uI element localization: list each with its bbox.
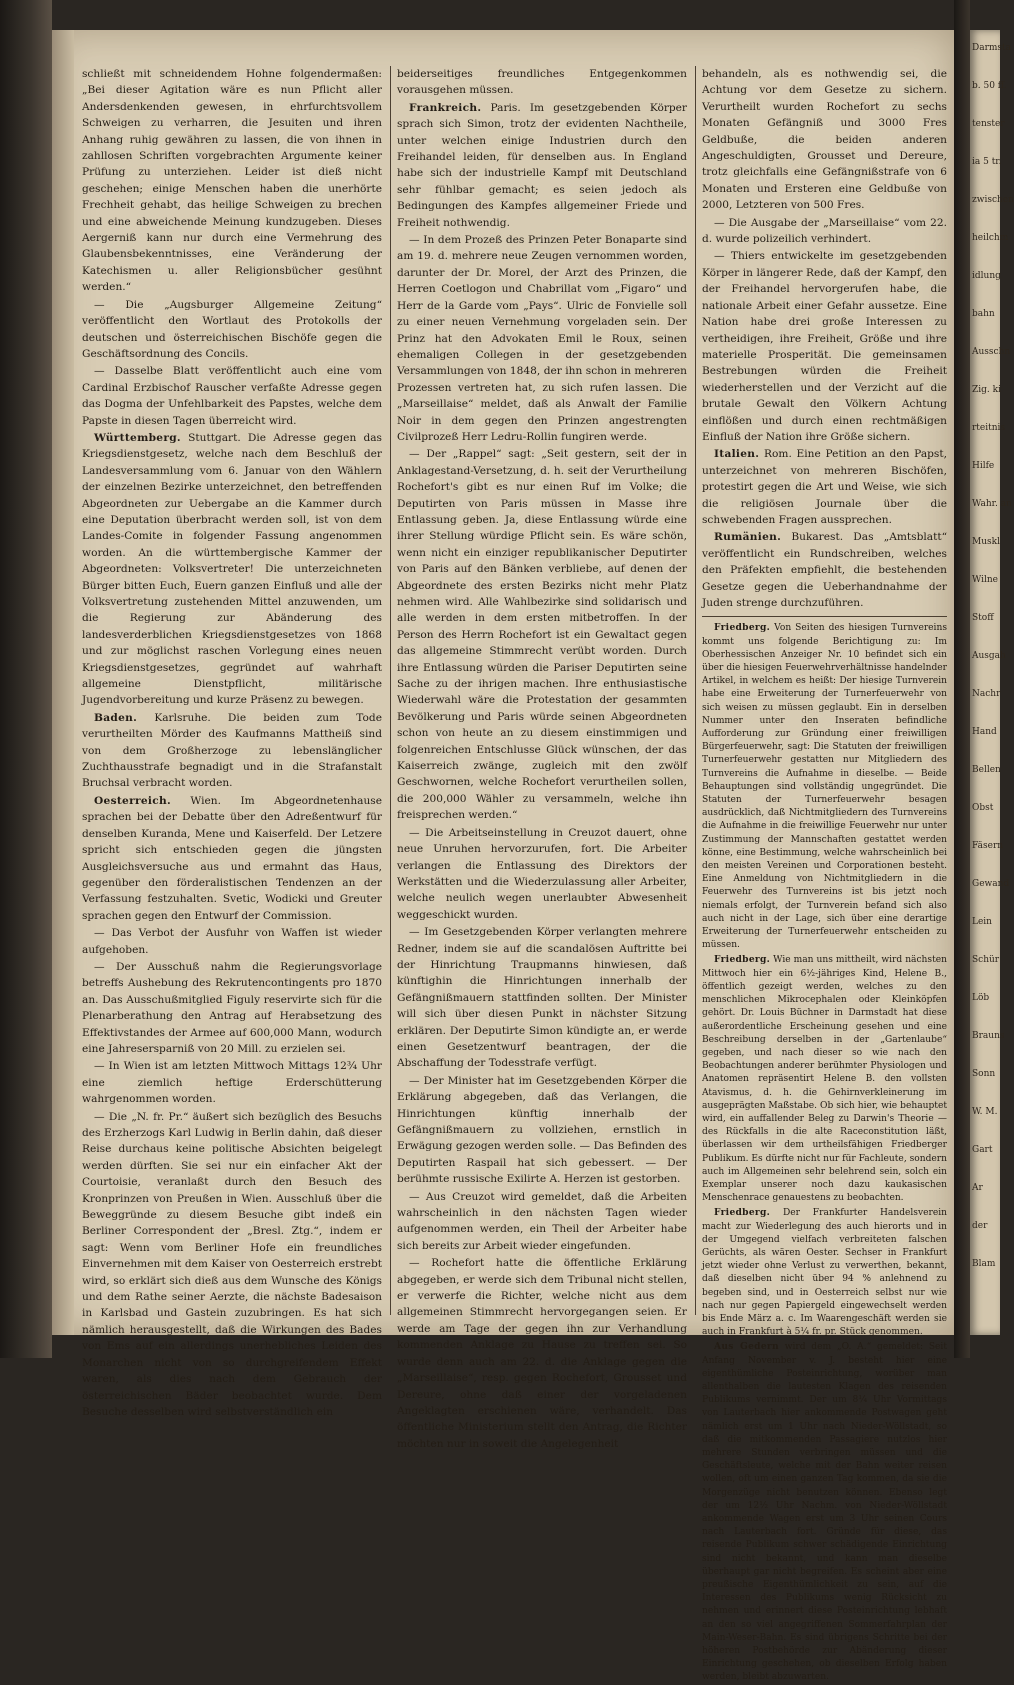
- column-3: [702, 66, 948, 1683]
- article-paragraph: [82, 793, 382, 924]
- section-heading: Aus Gedern: [714, 1341, 779, 1353]
- article-paragraph: [82, 430, 382, 709]
- adjacent-page-fragment: Zig. ki: [972, 385, 1001, 395]
- adjacent-page-fragment: Schür: [972, 955, 1000, 965]
- column-rule: [695, 66, 696, 1315]
- adjacent-page-fragment: Sonn: [972, 1069, 996, 1079]
- column-1: [82, 66, 382, 1418]
- article-paragraph: — In dem Prozeß des Prinzen Peter Bonaparte sind am 19. d. mehrere neue Zeugen vernommen worden, darunter der Dr. Morel, der Arzt des Prinzen, die Herren Coetlogon und Chabrillat vom „Figaro“ und Herr de la Garde vom „Pays“. Ulric de Fonvielle soll zu einer neuen Vernehmung vorgeladen sein. Der Prinz hat den Advokaten Emil le Roux, seinen ehemaligen Collegen in der gesetzgebenden Versammlungen von 1848, der ihn schon in mehreren Prozessen vertreten hat, zu sich rufen lassen. Die „Marseillaise“ meldet, daß als Anwalt der Familie Noir in dem gegen den Prinzen angestrengten Civilprozeß Herr Ledru-Rollin fungiren werde.: [397, 234, 687, 443]
- article-paragraph: — Im Gesetzgebenden Körper verlangten mehrere Redner, indem sie auf die scandalösen Auftritte bei der Hinrichtung Traupmanns hinwiesen, daß künftighin die Hinrichtungen innerhalb der Gefängnißmauern stattfinden sollten. Der Minister will sich über diesen Punkt in nächster Sitzung erklären. Der Deputirte Simon kündigte an, er werde einen Gesetzentwurf beantragen, der die Abschaffung der Todesstrafe verfügt.: [397, 926, 687, 1070]
- adjacent-page-fragment: Gewand: [972, 879, 1010, 889]
- article-paragraph: [397, 100, 687, 231]
- local-news-paragraph: [702, 1340, 947, 1684]
- article-text: Stuttgart. Die Adresse gegen das Kriegsdienstgesetz, welche nach dem Beschluß der Landesversammlung vom 6. Januar von den Wählern der einzelnen Bezirke unterzeichnet, den betreffenden Abgeordneten zur Uebergabe an die Kammer durch eine Deputation überbracht werden soll, ist von dem Landes-Comite in folgender Fassung angenommen worden. An die württembergische Kammer der Abgeordneten: Volksvertreter! Die unterzeichneten Bürger bitten Euch, Euern ganzen Einfluß und alle der Volksvertretung zustehenden Mittel anzuwenden, um die Regierung zur Abänderung des landesverderblichen Kriegsdienstgesetzes von 1868 und zur möglichst raschen Vorlegung eines neuen Kriegsdienstgesetzes, gegründet auf wahrhaft allgemeine Dienstpflicht, militärische Jugendvorbereitung und kurze Präsenz zu bewegen.: [82, 431, 382, 707]
- adjacent-page-fragment: tenster: [972, 119, 1005, 129]
- adjacent-page-strip: [970, 30, 1014, 1335]
- column-rule: [390, 66, 391, 1315]
- article-text: Karlsruhe. Die beiden zum Tode verurtheilten Mörder des Kaufmanns Mattheiß sind von dem Großherzoge zu lebenslänglicher Zuchthausstrafe begnadigt und in die Strafanstalt Bruchsal verbracht worden.: [82, 711, 382, 790]
- adjacent-page-fragment: Ausgah: [972, 651, 1006, 661]
- column-2: [397, 66, 687, 1450]
- section-heading: Friedberg.: [714, 622, 771, 634]
- section-heading: Frankreich.: [409, 101, 482, 114]
- adjacent-page-fragment: b. 50 ff.: [972, 81, 1007, 91]
- section-heading: Oesterreich.: [94, 794, 171, 807]
- adjacent-page-fragment: rteitnis: [972, 423, 1006, 433]
- article-paragraph: schließt mit schneidendem Hohne folgendermaßen: „Bei dieser Agitation wäre es nun Pflicht aller Andersdenkenden gewesen, in ehrfurchtsvollem Schweigen zu verharren, die Jesuiten und ihren Anhang ruhig gewähren zu lassen, die von ihnen in zahllosen Schriften vorgebrachten Argumente keiner Prüfung zu unterziehen. Leider ist dieß nicht geschehen; einige Menschen haben die unerhörte Frechheit gehabt, das heilige Schweigen zu brechen und eine abweichende Meinung kundzugeben. Dieses Aergerniß kann nur durch eine Vermehrung des Glaubensbekenntnisses, eine Veränderung der Katechismen u. aller Religionsbücher gesühnt werden.“: [82, 68, 382, 294]
- adjacent-page-fragment: Hilfe: [972, 461, 995, 471]
- section-heading: Württemberg.: [94, 431, 181, 444]
- adjacent-page-fragment: der: [972, 1221, 988, 1231]
- adjacent-page-fragment: Hand: [972, 727, 997, 737]
- adjacent-page-fragment: Ar: [972, 1183, 983, 1193]
- article-paragraph: — Dasselbe Blatt veröffentlicht auch eine vom Cardinal Erzbischof Rauscher verfaßte Adresse gegen das Dogma der Unfehlbarkeit des Papstes, welche dem Papste in diesen Tagen überreicht wird.: [82, 365, 382, 427]
- article-paragraph: — Die Arbeitseinstellung in Creuzot dauert, ohne neue Unruhen hervorzurufen, fort. Die Arbeiter verlangen die Entlassung des Direktors der Werkstätten und die Wiederzulassung aller Arbeiter, welche neulich wegen unerlaubter Abwesenheit weggeschickt wurden.: [397, 826, 687, 921]
- article-paragraph: behandeln, als es nothwendig sei, die Achtung vor dem Gesetze zu sichern. Verurtheilt wurden Rochefort zu sechs Monaten Gefängniß und 3000 Fres Geldbuße, die beiden anderen Angeschuldigten, Grousset und Dereure, trotz gleichfalls eine Gefängnißstrafe von 6 Monaten und Ersteren eine Geldbuße von 2000, Letzteren von 500 Fres.: [702, 68, 947, 212]
- section-heading: Friedberg.: [714, 954, 771, 966]
- adjacent-page-fragment: Fäsern: [972, 841, 1004, 851]
- local-news-paragraph: [702, 953, 947, 1205]
- scan-background-left: [0, 0, 52, 1358]
- adjacent-page-fragment: idlung: [972, 271, 1001, 281]
- article-text: Wie man uns mittheilt, wird nächsten Mittwoch hier ein 6½-jähriges Kind, Helene B., öffentlich gezeigt werden, welches zu den menschlichen Mikrocephalen oder Kleinköpfen gehört. Dr. Louis Büchner in Darmstadt hat diese außerordentliche Erscheinung gesehen und eine Beschreibung derselben in der „Gartenlaube“ gegeben, und nach dieser so wie nach den Beobachtungen anderer berühmter Physiologen und Anatomen repräsentirt Helene B. den vollsten Atavismus, d. h. die Gehirnverkleinerung im ausgeprägten Maßstabe. Ob sich hier, wie behauptet wird, ein auffallender Beleg zu Darwin's Theorie — des Rückfalls in die alte Raceconstitution läßt, überlassen wir dem urtheilsfähigen Friedberger Publikum. Es dürfte nicht nur für Fachleute, sondern auch im Allgemeinen sehr belehrend sein, solch ein Exemplar unserer noch dazu kaukasischen Menschenrace genauestens zu beobachten.: [702, 955, 948, 1204]
- section-heading: Rumänien.: [714, 531, 782, 544]
- article-text: Bukarest. Das „Amtsblatt“ veröffentlicht ein Rundschreiben, welches den Präfekten empfiehlt, die bestehenden Gesetze gegen die Ueberhandnahme der Juden strenge durchzuführen.: [702, 531, 948, 609]
- article-paragraph: — Der Ausschuß nahm die Regierungsvorlage betreffs Aushebung des Rekrutencontingents pro 1870 an. Das Ausschußmitglied Figuly reservirte sich für die Plenarberathung den Antrag auf Herabsetzung des Effektivstandes der Armee auf 600,000 Mann, wodurch eine Jahresersparniß von 20 Mill. zu erzielen sei.: [82, 960, 382, 1055]
- section-heading: Friedberg.: [714, 1207, 771, 1219]
- adjacent-page-fragment: ia 5 tr.: [972, 157, 1002, 167]
- binding-shadow: [954, 0, 970, 1358]
- adjacent-page-fragment: heilchm: [972, 233, 1009, 243]
- adjacent-page-fragment: Darmsta: [972, 43, 1012, 53]
- adjacent-page-fragment: zwischen: [972, 195, 1014, 205]
- section-divider: [702, 616, 947, 617]
- article-paragraph: — Aus Creuzot wird gemeldet, daß die Arbeiten wahrscheinlich in den nächsten Tagen wieder aufgenommen werden, ein Theil der Arbeiter habe sich bereits zur Arbeit wieder eingefunden.: [397, 1190, 687, 1252]
- local-news-paragraph: [702, 621, 947, 952]
- adjacent-page-fragment: Nachr: [972, 689, 1001, 699]
- adjacent-page-fragment: Wahr. an: [972, 499, 1012, 509]
- article-paragraph: — Die „N. fr. Pr.“ äußert sich bezüglich des Besuchs des Erzherzogs Karl Ludwig in Berlin dahin, daß dieser Reise durchaus keine politische Absichten beigelegt werden dürften. Sie sei nur ein einfacher Akt der Courtoisie, veranlaßt durch den Besuch des Kronprinzen von Preußen in Wien. Ausschluß über die Beweggründe zu diesem Besuche gibt indeß ein Berliner Correspondent der „Bresl. Ztg.“, indem er sagt: Wenn vom Berliner Hofe ein freundliches Einvernehmen mit dem Kaiser von Oesterreich erstrebt wird, so erklärt sich dieß aus dem Wunsche des Königs und dem Rathe seiner Aerzte, die nächste Badesaison in Karlsbad und Gastein zuzubringen. Es hat sich nämlich herausgestellt, daß die Wirkungen des Bades von Ems auf ein allerdings unerhebliches Leiden des Monarchen nicht von so durchgreifendem Effekt waren, als dies nach dem Gebrauch der österreichischen Bäder beobachtet wurde. Dem Besuche desselben wird selbstverständlich ein: [82, 1110, 382, 1418]
- adjacent-page-fragment: Löb: [972, 993, 990, 1003]
- adjacent-page-fragment: Wilne: [972, 575, 998, 585]
- article-paragraph: — In Wien ist am letzten Mittwoch Mittags 12¾ Uhr eine ziemlich heftige Erderschütterung wahrgenommen worden.: [82, 1060, 382, 1106]
- adjacent-page-fragment: Muskl: [972, 537, 1000, 547]
- section-heading: Italien.: [714, 448, 760, 461]
- article-paragraph: [82, 710, 382, 792]
- article-text: Der Frankfurter Handelsverein macht zur Wiederlegung des auch hierorts und in der Umgegend vielfach verbreiteten falschen Gerüchts, als wären Oester. Sechser in Frankfurt jetzt wieder ohne Verlust zu verwerthen, bekannt, daß dieselben nicht über 94 % anlehnend zu begeben sind, und in Oesterreich selbst nur wie nach nur gegen Papiergeld eingewechselt werden bis Ende März a. c. Im Waarengeschäft werden sie auch in Frankfurt à 5¼ fr. pr. Stück genommen.: [702, 1208, 947, 1338]
- adjacent-page-fragment: Brauns: [972, 1031, 1005, 1041]
- adjacent-page-fragment: Blam: [972, 1259, 996, 1269]
- article-paragraph: — Der Minister hat im Gesetzgebenden Körper die Erklärung abgegeben, daß das Verlangen, die Hinrichtungen künftig innerhalb der Gefängnißmauern zu vollziehen, ernstlich in Erwägung gezogen werden solle. — Das Befinden des Deputirten Raspail hat sich gebessert. — Der berühmte russische Exilirte A. Herzen ist gestorben.: [397, 1074, 687, 1186]
- adjacent-page-fragment: W. M.: [972, 1107, 998, 1117]
- newspaper-page: [52, 30, 954, 1683]
- article-text: Wien. Im Abgeordnetenhause sprachen bei der Debatte über den Adreßentwurf für denselben Kuranda, Mene und Kaiserfeld. Der Letzere spricht sich entschieden gegen die jüngsten Ausgleichsversuche aus und ermahnt das Haus, gegenüber den förderalistischen Tendenzen an der Verfassung festzuhalten. Svetic, Wodicki und Greuter sprachen gegen den Entwurf der Commission.: [82, 794, 382, 922]
- adjacent-page-fragment: Gart: [972, 1145, 993, 1155]
- article-paragraph: [702, 529, 947, 611]
- adjacent-page-fragment: Lein: [972, 917, 992, 927]
- article-text: Von Seiten des hiesigen Turnvereins kommt uns folgende Berichtigung zu: Im Oberhessischen Anzeiger Nr. 10 befindet sich ein über die hiesigen Feuerwehrverhältnisse handelnder Artikel, in welchem es heißt: Der hiesige Turnverein habe eine Erweiterung der Turnerfeuerwehr von sich weisen zu müssen geglaubt. Ein in derselben Nummer unter den Inseraten befindliche Aufforderung zur Gründung einer freiwilligen Bürgerfeuerwehr, sagt: Die Statuten der freiwilligen Turnerfeuerwehr gestatten nur Mitgliedern des Turnvereins die Aufnahme in dieselbe. — Beide Behauptungen sind vollständig ungegründet. Die Statuten der Turnerfeuerwehr besagen ausdrücklich, daß Nichtmitgliedern des Turnvereins die Aufnahme in die freiwillige Feuerwehr nur unter Zustimmung der Mannschaften gestattet werden könne, eine Bestimmung, welche wahrscheinlich bei den meisten Vereinen und Corporationen besteht. Eine Anmeldung von Nichtmitgliedern in die Feuerwehr des Turnvereins ist bis jetzt noch niemals erfolgt, der Turnverein befand sich also auch nicht in der Lage, sich über eine derartige Erweiterung der Turnerfeuerwehr entscheiden zu müssen.: [702, 623, 947, 951]
- adjacent-page-fragment: Ausschn: [972, 347, 1011, 357]
- adjacent-page-fragment: Stoff: [972, 613, 994, 623]
- article-paragraph: — Die „Augsburger Allgemeine Zeitung“ veröffentlicht den Wortlaut des Protokolls der deutschen und österreichischen Bischöfe gegen die Geschäftsordnung des Concils.: [82, 298, 382, 360]
- article-paragraph: [702, 446, 947, 528]
- page-margin: [52, 30, 74, 1335]
- article-paragraph: — Die Ausgabe der „Marseillaise“ vom 22. d. wurde polizeilich verhindert.: [702, 216, 947, 246]
- article-text: Rom. Eine Petition an den Papst, unterzeichnet von mehreren Bischöfen, protestirt gegen die Art und Weise, wie sich die religiösen Journale über die schwebenden Fragen aussprechen.: [702, 448, 947, 526]
- article-text: wird dem „O. A.“ gemeldet: Seit Anfang November v. J. besteht hier eine eigenthümliche Posteinrichtung, worüber man allenthalben die lautesten Klagen des reisenden Publikums vernimmt. Der um 8¼ Uhr Vormittags von Lauterbach hier ankommende Postwagen geht nämlich erst um 1 Uhr nach Nieder-Wöllstadt, so daß die mitkommenden Passagiere nutzlos hier mehrere Stunden verbringen müssen und die Geschäftsleute, welche mit der Bahn weiter reisen wollen, oft um einen ganzen Tag kommen, da sie die Morgenzüge nicht benutzen können. Ebenso legt der um 12½ Uhr Nachm. von Nieder-Wöllstadt ankommende Wagen erst um 3 Uhr seinen Cours nach Lauterbach fort. Gründe für diese, das reisende Publikum schwer schädigende Einrichtung sind nicht bekannt, und kann man dieselbe überhaupt gar nicht begreifen. Es scheint aber eine preußische Eigenthümlichkeit zu sein, auf die Interessen des Publikums wenig Rücksicht zu nehmen und erinnert diese Posteinrichtung lebhaft an den so viel angegriffenen Sommerfahrplan der Main-Weser-Bahn. Es sind übrigens Schritte bei der höheren Postbehörde zur Abänderung dieser Einrichtung geschehen, ob dieselben Erfolg haben werden, bleibt abzuwarten.: [702, 1342, 947, 1683]
- article-paragraph: — Rochefort hatte die öffentliche Erklärung abgegeben, er werde sich dem Tribunal nicht stellen, er verwerfe die Richter, welche nicht aus dem allgemeinen Stimmrecht hervorgegangen seien. Er werde am Tage der gegen ihn zur Verhandlung kommenden Anklage zu Hause zu treffen sei. So wurde denn auch am 22. d. die Anklage gegen die „Marseillaise“, resp. gegen Rochefort, Grousset und Dereure, ohne daß einer der vorgeladenen Angeklagten erschienen wäre, verhandelt. Das öffentliche Ministerium stellt den Antrag, die Richter möchten nur in soweit die Angelegenheit: [397, 1257, 687, 1450]
- adjacent-page-fragment: Obst: [972, 803, 994, 813]
- article-paragraph: — Der „Rappel“ sagt: „Seit gestern, seit der in Anklagestand-Versetzung, d. h. seit der Verurtheilung Rochefort's gibt es nur einen Ruf im Volke; die Deputirten von Paris müssen in Masse ihre Entlassung geben. Ja, diese Entlassung würde eine ihrer Stellung würdige Pflicht sein. Es wäre schön, wenn nicht ein einziger republikanischer Deputirter von Paris auf den Bänken verbliebe, auf denen der Abgeordnete des ersten Bezirks nicht mehr Platz nehmen wird. Alle Wahlbezirke sind solidarisch und alle werden in dem ersten mitbetroffen. In der Person des Herrn Rochefort ist ein Gewaltact gegen das allgemeine Stimmrecht verübt worden. Durch ihre Entlassung würden die Pariser Deputirten seine Sache zu der ihrigen machen. Ihre enthusiastische Wiederwahl wäre die Protestation der gesammten Bevölkerung und Paris würde seinen Abgeordneten schon von heute an zu diesem einstimmigen und folgenreichen Entschlusse Glück wünschen, der das Kaiserreich zwänge, zugleich mit den zwölf Geschwornen, welche Rochefort verurtheilen sollen, die 200,000 Wähler zu versammeln, welche ihn freisprechen werden.“: [397, 448, 687, 822]
- article-paragraph: — Das Verbot der Ausfuhr von Waffen ist wieder aufgehoben.: [82, 927, 382, 956]
- article-text: Paris. Im gesetzgebenden Körper sprach sich Simon, trotz der evidenten Nachtheile, unter welchen einige Industrien durch den Freihandel leiden, für denselben aus. In England habe sich der industrielle Kampf mit Deutschland sehr fühlbar gemacht; es seien jedoch als Bedingungen des Kampfes allgemeiner Friede und Freiheit nothwendig.: [397, 101, 687, 229]
- adjacent-page-fragment: Bellen: [972, 765, 1001, 775]
- adjacent-page-fragment: bahn: [972, 309, 995, 319]
- local-news-paragraph: [702, 1206, 947, 1339]
- article-paragraph: — Thiers entwickelte im gesetzgebenden Körper in längerer Rede, daß der Kampf, den der Freihandel hervorgerufen habe, die nationale Arbeit einer Gefahr aussetze. Eine Nation habe drei große Interessen zu vertheidigen, ihre Freiheit, Größe und ihre materielle Prosperität. Die gemeinsamen Bestrebungen würden die Freiheit wiederherstellen und der Verzicht auf die brutale Gewalt den Völkern Achtung einflößen und durch einen rechtmäßigen Einfluß der Nation ihre Größe sichern.: [702, 250, 947, 443]
- article-paragraph: beiderseitiges freundliches Entgegenkommen vorausgehen müssen.: [397, 68, 687, 97]
- section-heading: Baden.: [94, 711, 138, 724]
